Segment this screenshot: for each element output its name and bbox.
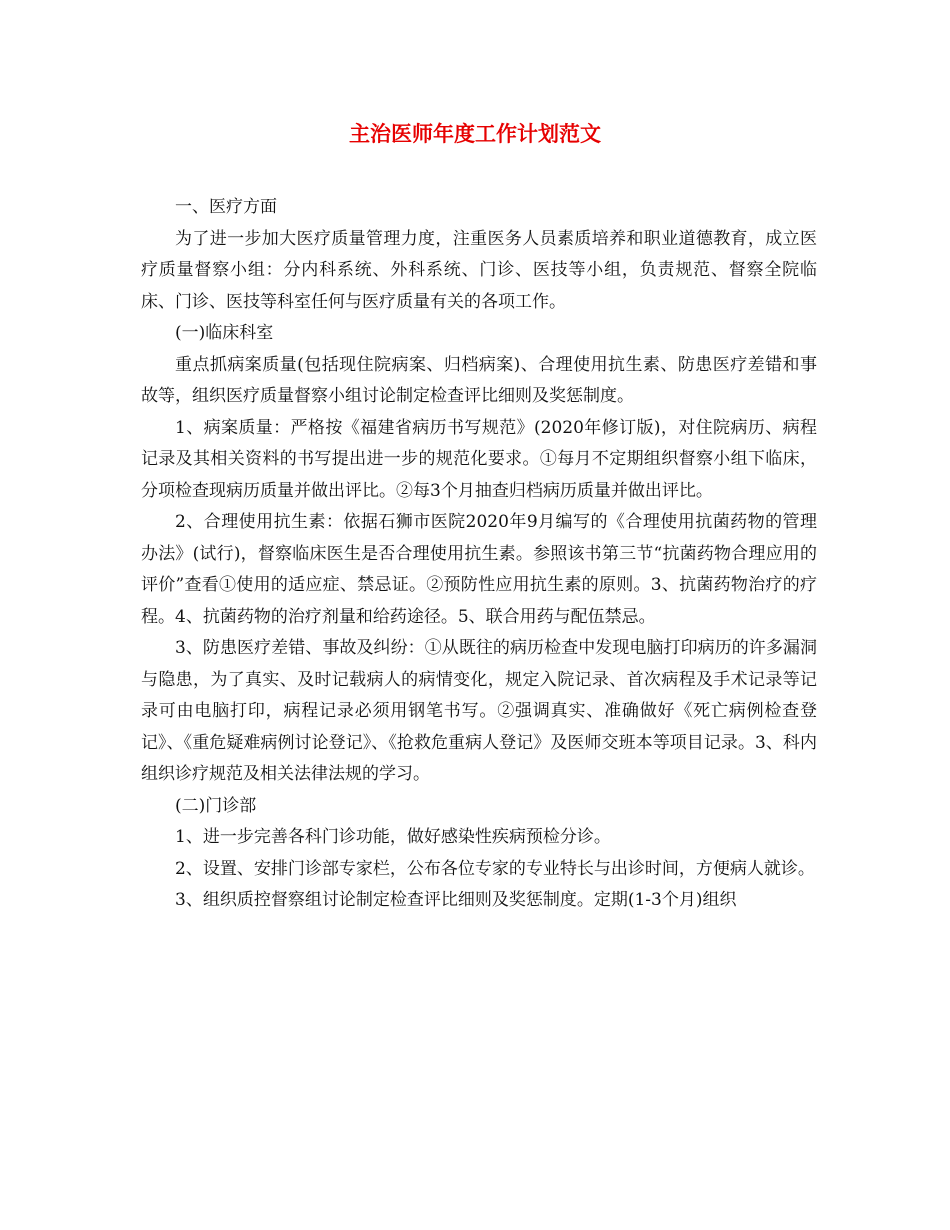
paragraph-clinical-focus: 重点抓病案质量(包括现住院病案、归档病案)、合理使用抗生素、防患医疗差错和事故等，组织医疗质量督察小组讨论制定检查评比细则及奖惩制度。 [141, 354, 817, 406]
paragraph-intro: 为了进一步加大医疗质量管理力度，注重医务人员素质培养和职业道德教育，成立医疗质量督察小组：分内科系统、外科系统、门诊、医技等小组，负责规范、督察全院临床、门诊、医技等科室任何与医疗质量有关的各项工作。 [141, 228, 817, 312]
paragraph-antibiotics: 2、合理使用抗生素：依据石狮市医院2020年9月编写的《合理使用抗菌药物的管理办法》(试行)，督察临床医生是否合理使用抗生素。参照该书第三节“抗菌药物合理应用的评价”查看①使用的适应症、禁忌证。②预防性应用抗生素的原则。3、抗菌药物治疗的疗程。4、抗菌药物的治疗剂量和给药途径。5、联合用药与配伍禁忌。 [141, 512, 817, 627]
paragraph-outpatient-3: 3、组织质控督察组讨论制定检查评比细则及奖惩制度。定期(1-3个月)组织 [175, 890, 737, 910]
document-title: 主治医师年度工作计划范文 [349, 122, 601, 146]
subsection-heading-outpatient: (二)门诊部 [175, 795, 257, 816]
paragraph-outpatient-2: 2、设置、安排门诊部专家栏，公布各位专家的专业特长与出诊时间，方便病人就诊。 [175, 858, 815, 879]
subsection-heading-clinical: (一)临床科室 [175, 323, 274, 343]
paragraph-outpatient-1: 1、进一步完善各科门诊功能，做好感染性疾病预检分诊。 [175, 827, 611, 847]
paragraph-error-prevention: 3、防患医疗差错、事故及纠纷：①从既往的病历检查中发现电脑打印病历的许多漏洞与隐患，为了真实、及时记载病人的病情变化，规定入院记录、首次病程及手术记录等记录可由电脑打印，病程记录必须用钢笔书写。②强调真实、准确做好《死亡病例检查登记》、《重危疑难病例讨论登记》、《抢救危重病人登记》及医师交班本等项目记录。3、科内组织诊疗规范及相关法律法规的学习。 [141, 638, 817, 784]
paragraph-case-quality: 1、病案质量：严格按《福建省病历书写规范》(2020年修订版)，对住院病历、病程记录及其相关资料的书写提出进一步的规范化要求。①每月不定期组织督察小组下临床，分项检查现病历质量并做出评比。②每3个月抽查归档病历质量并做出评比。 [141, 417, 817, 501]
document-body [141, 192, 817, 917]
section-heading-medical: 一、医疗方面 [175, 197, 277, 217]
